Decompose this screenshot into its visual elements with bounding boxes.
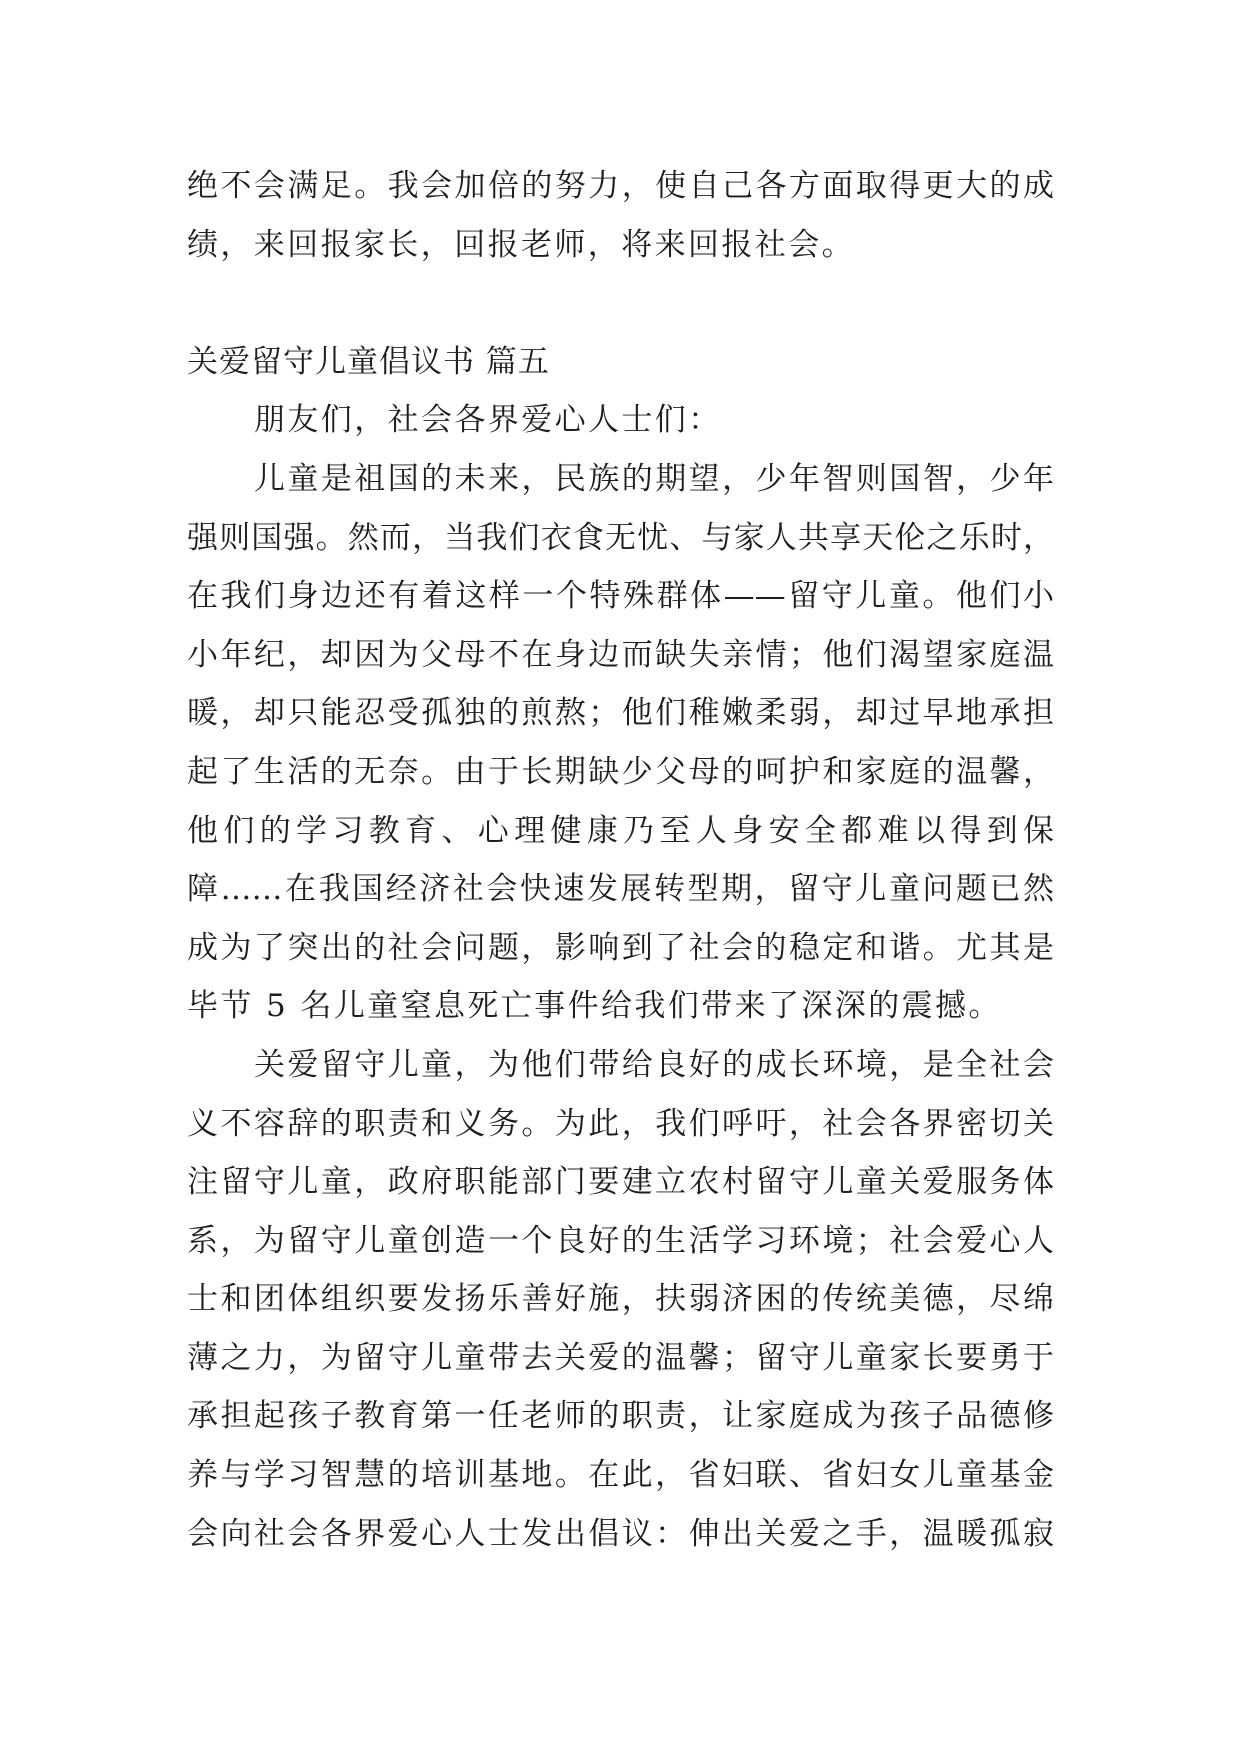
paragraph-line: 承担起孩子教育第一任老师的职责，让家庭成为孩子品德修 [187, 1398, 1054, 1435]
document-body [187, 157, 1054, 1563]
paragraph-line: 绩，来回报家长，回报老师，将来回报社会。 [187, 226, 855, 263]
paragraph-line: 绝不会满足。我会加倍的努力，使自己各方面取得更大的成 [187, 168, 1054, 204]
section-title: 关爱留守儿童倡议书 篇五 [187, 343, 550, 380]
paragraph-line: 薄之力，为留守儿童带去关爱的温馨；留守儿童家长要勇于 [187, 1339, 1054, 1376]
paragraph-line: 儿童是祖国的未来，民族的期望，少年智则国智，少年 [254, 460, 1054, 497]
paragraph-line: 会向社会各界爱心人士发出倡议：伸出关爱之手，温暖孤寂 [187, 1515, 1054, 1552]
paragraph-line: 养与学习智慧的培训基地。在此，省妇联、省妇女儿童基金 [187, 1457, 1054, 1494]
paragraph [187, 1036, 1054, 1563]
paragraph-line: 注留守儿童，政府职能部门要建立农村留守儿童关爱服务体 [187, 1164, 1054, 1201]
paragraph-line: 系，为留守儿童创造一个良好的生活学习环境；社会爱心人 [187, 1222, 1054, 1259]
paragraph-line: 士和团体组织要发扬乐善好施，扶弱济困的传统美德，尽绵 [187, 1281, 1054, 1318]
paragraph-line: 暖，却只能忍受孤独的煎熬；他们稚嫩柔弱，却过早地承担 [187, 695, 1054, 732]
paragraph-line: 他们的学习教育、心理健康乃至人身安全都难以得到保 [187, 812, 1054, 849]
paragraph-line: 成为了突出的社会问题，影响到了社会的稳定和谐。尤其是 [187, 929, 1054, 966]
paragraph-line: 起了生活的无奈。由于长期缺少父母的呵护和家庭的温馨， [187, 753, 1054, 790]
blank-line [187, 274, 1054, 333]
paragraph-line: 毕节 5 名儿童窒息死亡事件给我们带来了深深的震撼。 [187, 988, 1002, 1025]
paragraph-line: 义不容辞的职责和义务。为此，我们呼吁，社会各界密切关 [187, 1105, 1054, 1142]
paragraph-line: 关爱留守儿童，为他们带给良好的成长环境，是全社会 [254, 1046, 1054, 1083]
paragraph [187, 450, 1054, 1036]
carryover-paragraph [187, 157, 1054, 274]
paragraph-line: 强则国强。然而，当我们衣食无忧、与家人共享天伦之乐时， [187, 519, 1054, 556]
salutation: 朋友们，社会各界爱心人士们： [254, 402, 722, 439]
paragraph-line: 在我们身边还有着这样一个特殊群体——留守儿童。他们小 [187, 578, 1054, 615]
paragraph-line: 小年纪，却因为父母不在身边而缺失亲情；他们渴望家庭温 [187, 636, 1054, 673]
paragraph-line: 障……在我国经济社会快速发展转型期，留守儿童问题已然 [187, 871, 1054, 908]
